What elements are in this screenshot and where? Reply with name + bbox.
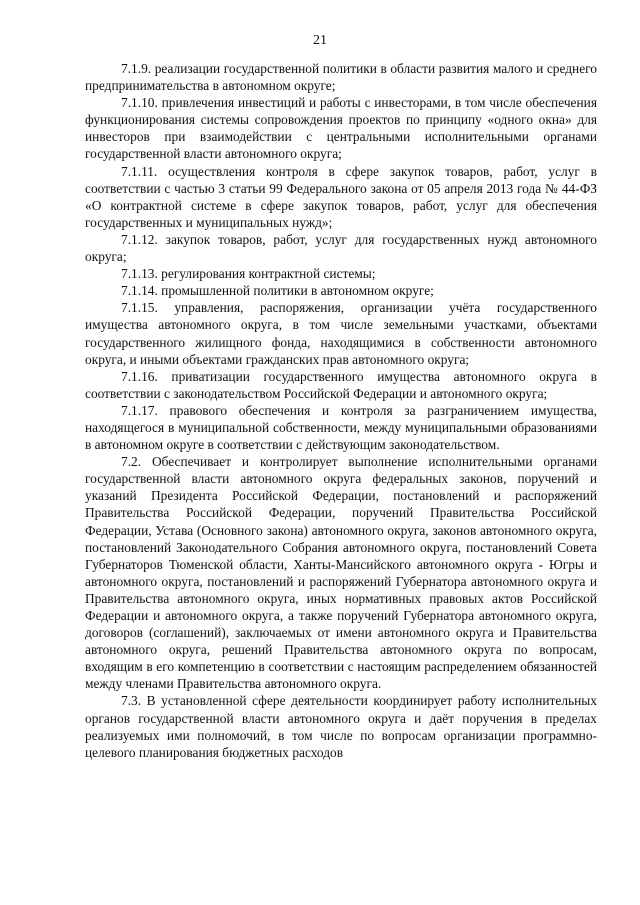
page-number: 21 [313, 33, 327, 48]
document-body [85, 60, 597, 761]
paragraph-7-1-12: 7.1.12. закупок товаров, работ, услуг для государственных нужд автономного округа; [85, 231, 597, 265]
paragraph-7-1-14: 7.1.14. промышленной политики в автономном округе; [121, 283, 434, 299]
paragraph-7-1-10: 7.1.10. привлечения инвестиций и работы с инвесторами, в том числе обеспечения функционирования системы сопровождения проектов по принципу «одного окна» для инвесторов при взаимодействии с центральными исполнительными органами государственной власти автономного округа; [85, 95, 597, 162]
paragraph-7-3: 7.3. В установленной сфере деятельности координирует работу исполнительных органов государственной власти автономного округа и даёт поручения в пределах реализуемых ими полномочий, в том числе по вопросам организации программно-целевого планирования бюджетных расходов [85, 693, 597, 760]
paragraph-7-1-17: 7.1.17. правового обеспечения и контроля за разграничением имущества, находящегося в муниципальной собственности, между муниципальными образованиями в автономном округе в соответствии с действующим законодательством. [85, 402, 597, 453]
paragraph-7-1-15: 7.1.15. управления, распоряжения, организации учёта государственного имущества автономного округа, в том числе земельными участками, объектами государственного жилищного фонда, находящимися в собственности автономного округа, и иными объектами гражданских прав автономного округа; [85, 300, 597, 367]
paragraph-7-1-11: 7.1.11. осуществления контроля в сфере закупок товаров, работ, услуг в соответствии с частью 3 статьи 99 Федерального закона от 05 апреля 2013 года № 44-ФЗ «О контрактной системе в сфере закупок товаров, работ, услуг для обеспечения государственных и муниципальных нужд»; [85, 163, 597, 230]
paragraph-7-2: 7.2. Обеспечивает и контролирует выполнение исполнительными органами государственной власти автономного округа федеральных законов, поручений и указаний Президента Российской Федерации, постановлений и распоряжений Правительства Российской Федерации, поручений Правительства Российской Федерации, Устава (Основного закона) автономного округа, законов автономного округа, постановлений Законодательного Собрания автономного округа, постановлений Совета Губернаторов Тюменской области, Ханты-Мансийского автономного округа - Югры и автономного округа, постановлений и распоряжений Губернатора автономного округа и Правительства автономного округа, иных нормативных правовых актов Российской Федерации и автономного округа, а также поручений Губернатора автономного округа, договоров (соглашений), заключаемых от имени автономного округа и Правительства автономного округа, решений Правительства автономного округа по вопросам, входящим в его компетенцию в соответствии с настоящим распределением обязанностей между членами Правительства автономного округа. [85, 454, 597, 692]
paragraph-7-1-13: 7.1.13. регулирования контрактной системы; [121, 266, 376, 282]
paragraph-7-1-9: 7.1.9. реализации государственной политики в области развития малого и среднего предпринимательства в автономном округе; [85, 61, 597, 94]
paragraph-7-1-16: 7.1.16. приватизации государственного имущества автономного округа в соответствии с законодательством Российской Федерации и автономного округа; [85, 368, 597, 401]
